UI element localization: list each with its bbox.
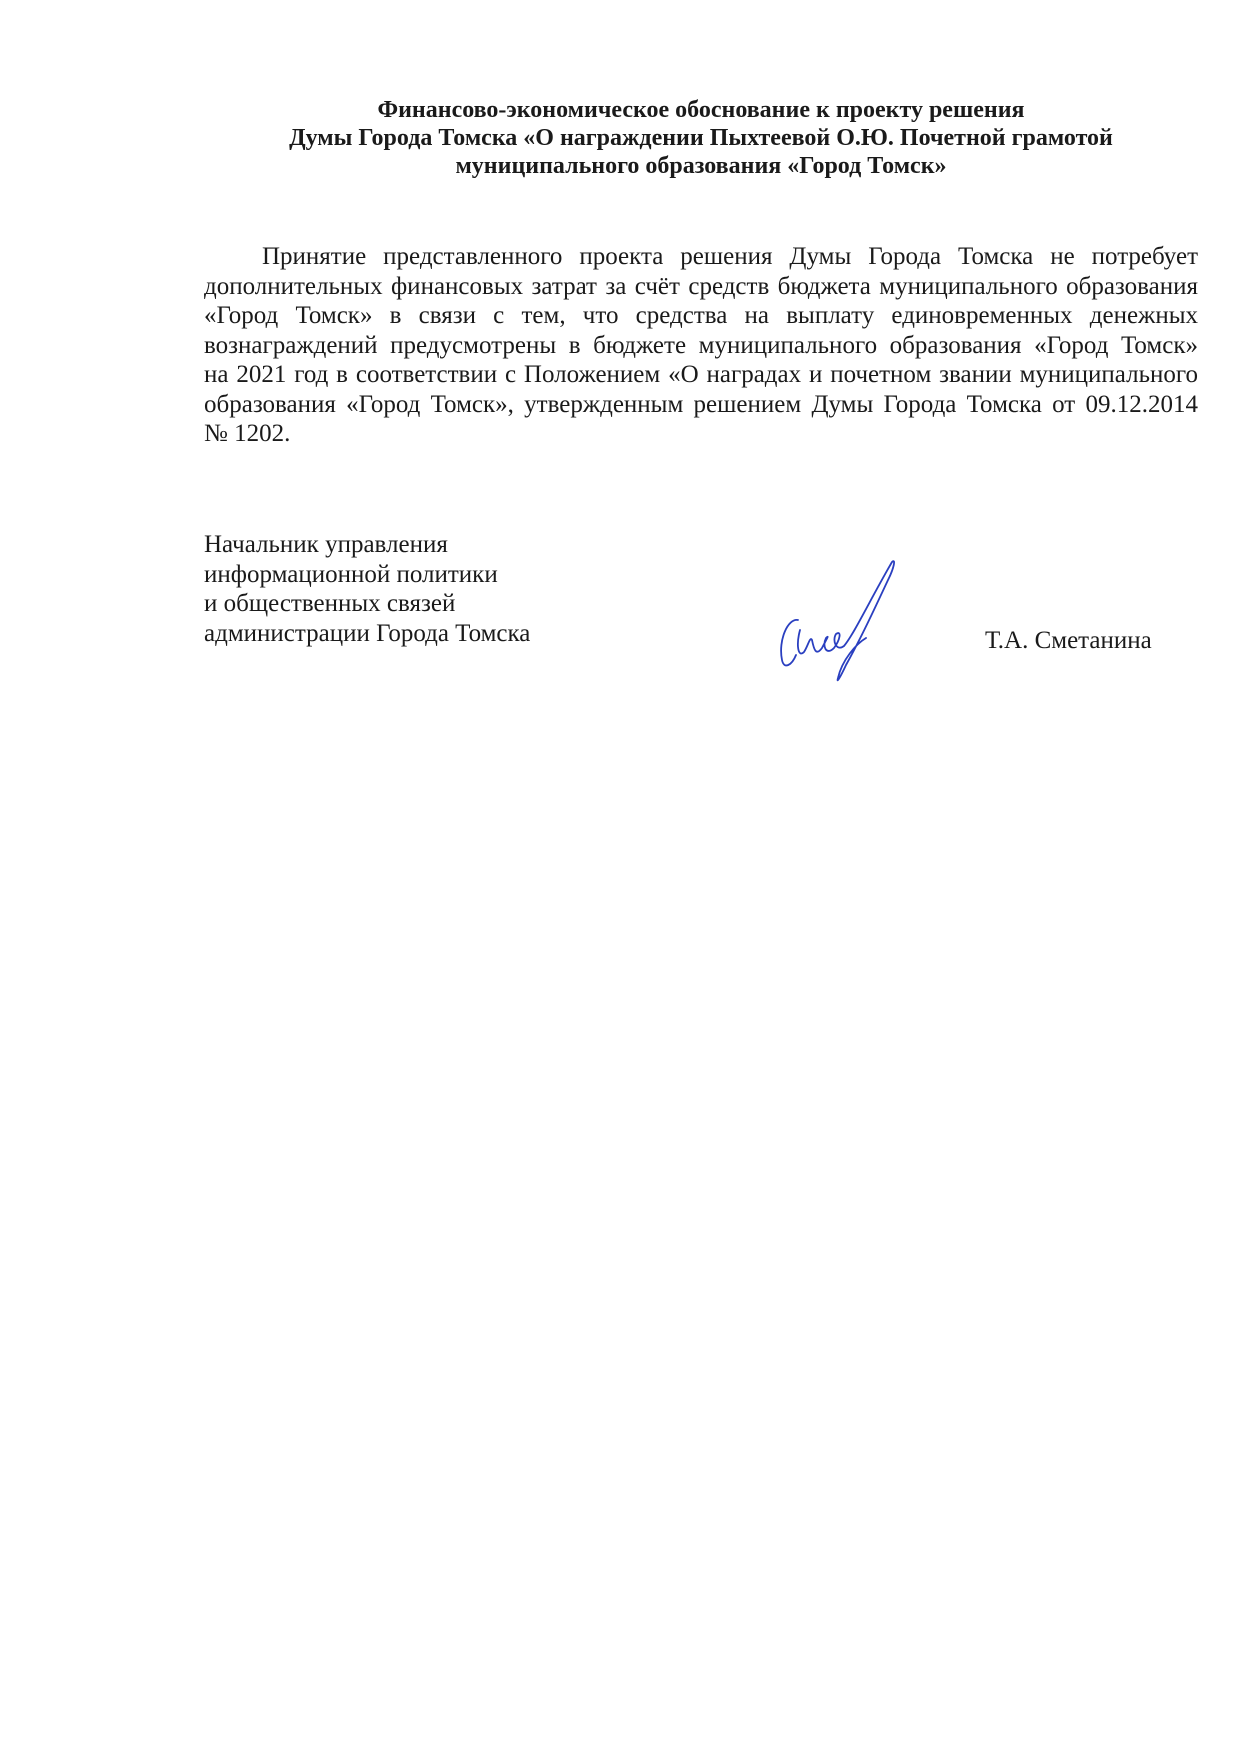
- body-line: вознаграждений предусмотрены в бюджете муниципального образования «Город Томск»: [204, 331, 1198, 359]
- body-line: № 1202.: [204, 420, 291, 447]
- title-line: Думы Города Томска «О награждении Пыхтеевой О.Ю. Почетной грамотой: [289, 125, 1113, 151]
- handwritten-signature: [770, 560, 910, 685]
- position-line: Начальник управления: [204, 531, 448, 558]
- document-title: [204, 96, 1198, 180]
- position-line: информационной политики: [204, 560, 498, 588]
- signatory-name: Т.А. Сметанина: [985, 627, 1152, 654]
- title-line: муниципального образования «Город Томск»: [455, 153, 947, 179]
- body-line: на 2021 год в соответствии с Положением «О наградах и почетном звании муниципального: [204, 361, 1198, 388]
- body-line: «Город Томск» в связи с тем, что средства на выплату единовременных денежных: [204, 302, 1198, 329]
- title-line: Финансово-экономическое обоснование к проекту решения: [377, 97, 1025, 123]
- position-line: администрации Города Томска: [204, 619, 531, 647]
- signatory-position: [204, 530, 530, 648]
- body-paragraph: [204, 242, 1198, 449]
- body-line: образования «Город Томск», утвержденным решением Думы Города Томска от 09.12.2014: [204, 390, 1198, 418]
- position-line: и общественных связей: [204, 590, 456, 617]
- body-line: Принятие представленного проекта решения Думы Города Томска не потребует: [262, 243, 1198, 270]
- body-line: дополнительных финансовых затрат за счёт средств бюджета муниципального образования: [204, 272, 1198, 300]
